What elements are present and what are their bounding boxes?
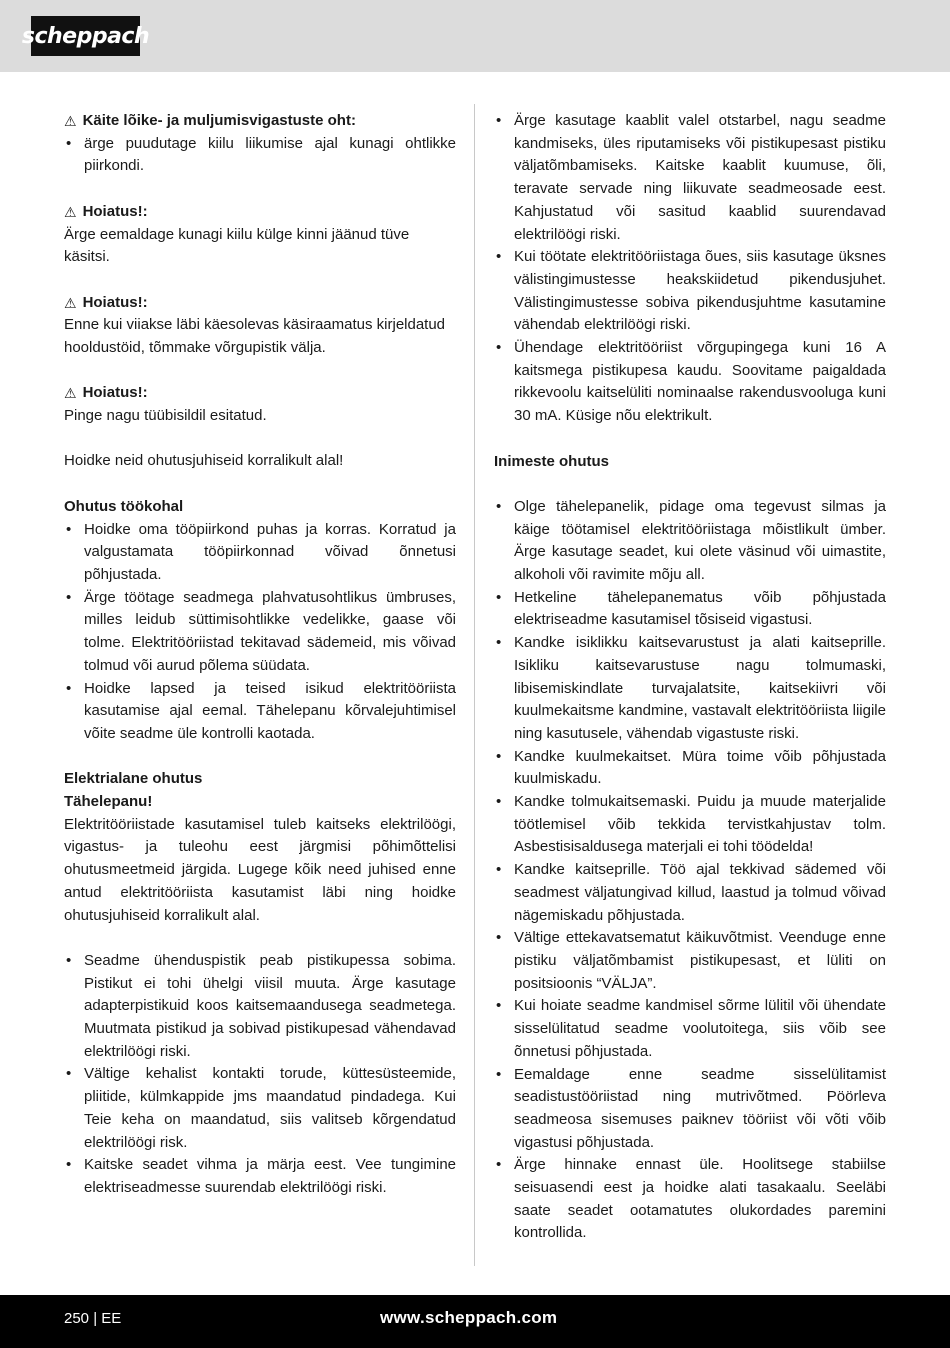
footer-bar [0,1295,950,1348]
electrical-intro-text: Elektritööriistade kasutamisel tuleb kaitseks elektrilöögi, vigastus- ja tuleohu eest järgmisi põhimõttelisi ohutusmeetmeid järgida. Lugege kõik need juhised enne antud elektritööriista kasutamist läbi ning hoidke ohutusjuhiseid korralikult alal. [64,815,456,924]
warning-text: Enne kui viiakse läbi käesolevas käsiraamatus kirjeldatud hooldustöid, tõmmake võrgupistik välja. [64,316,446,356]
brand-logo: scheppach [31,16,140,56]
warning-triangle-icon: ⚠ [64,113,77,129]
keep-instructions-text: Hoidke neid ohutusjuhiseid korralikult alal! [64,452,344,470]
list-item: • Kui töötate elektritööriistaga õues, siis kasutage üksnes välistingimustesse heakskiidetud pikendusjuhet. Välistingimustesse sobiva pikendusjuhtme kasutamine vähendab elektrilöögi riski. [494,246,886,337]
header-bar [0,0,950,72]
list-item: • Vältige kehalist kontakti torude, küttesüsteemide, pliitide, külmkappide jms maandatud pindadega. Kui Teie keha on maandatud, siis valitseb kõrgendatud elektrilöögi risk. [64,1063,456,1154]
list-item: • Kandke kaitseprille. Töö ajal tekkivad sädemed või seadmest väljatungivad killud, laastud ja tolmud võivad nägemiskadu põhjustada. [494,859,886,927]
list-item: • ärge puudutage kiilu liikumise ajal kunagi ohtlikke piirkondi. [64,133,456,178]
list-item: • Seadme ühenduspistik peab pistikupessa sobima. Pistikut ei tohi ühelgi viisil muuta. Ärge kasutage adapterpistikuid koos kaitsemaandusega seadmetega. Muutmata pistikud ja sobivad pistikupesad vähendavad elektrilöögi riski. [64,950,456,1064]
warning-heading-voltage [64,382,456,405]
warning-heading-plug [64,292,456,315]
list-item: • Kandke isiklikku kaitsevarustust ja alati kaitseprille. Isikliku kaitsevarustuse nagu tolmumaski, libisemiskindlate turvajalatsite, kaitsekiivri või kuulmekaitsme kandmine, vastavalt elektritööriista liigile ning kasutusele, vähendab vigastuste riski. [494,632,886,746]
list-item: • Ärge kasutage kaablit valel otstarbel, nagu seadme kandmiseks, üles riputamiseks või pistikupesast pistiku väljatõmbamiseks. Kaitske kaablit kuumuse, õli, teravate servade ning liikuvate seadmeosade eest. Kahjustatud või sasitud kaablid suurendavad elektrilöögi riski. [494,110,886,246]
warning-list [64,133,456,178]
left-column [64,110,456,1200]
warning-triangle-icon: ⚠ [64,294,77,311]
warning-text: Ärge eemaldage kunagi kiilu külge kinni jäänud tüve käsitsi. [64,225,410,266]
list-item: • Ärge töötage seadmega plahvatusohtlikus ümbruses, milles leidub süttimisohtlikke vedelikke, gaase või tolme. Elektritööriistad tekitavad sädemeid, mis võivad tolmud või aurud põlema süüdata. [64,587,456,678]
list-item: • Hoidke lapsed ja teised isikud elektritööriista kasutamise ajal eemal. Tähelepanu kõrvalejuhtimisel võite seadme üle kontrolli kaotada. [64,678,456,746]
list-item: • Olge tähelepanelik, pidage oma tegevust silmas ja käige töötamisel elektritööriistaga mõistlikult ümber. Ärge kasutage seadet, kui olete väsinud või uimastite, alkoholi või ravimite mõju all. [494,496,886,587]
section-subtitle-attention: Tähelepanu! [64,793,153,810]
warning-text: Pinge nagu tüübisildil esitatud. [64,407,267,425]
warning-title: Käite lõike- ja muljumisvigastuste oht: [82,112,356,129]
list-item: • Kandke tolmukaitsemaski. Puidu ja muude materjalide töötlemisel võib tekkida tervistkahjustav tolm. Asbestisisaldusega materjali ei tohi töödelda! [494,791,886,859]
list-item: • Hetkeline tähelepanematus võib põhjustada elektriseadme kasutamisel tõsiseid vigastusi. [494,587,886,632]
website-url: www.scheppach.com [380,1308,558,1327]
warning-heading-cut [64,110,456,133]
list-item: • Hoidke oma tööpiirkond puhas ja korras. Korratud ja valgustamata tööpiirkonnad võivad õnnetusi põhjustada. [64,519,456,587]
warning-title: Hoiatus!: [82,202,148,220]
personal-safety-list [494,496,886,1245]
list-item: • Kaitske seadet vihma ja märja eest. Vee tungimine elektriseadmesse suurendab elektrilöögi riski. [64,1154,456,1199]
list-item: • Kui hoiate seadme kandmisel sõrme lülitil või ühendate sisselülitatud seadme voolutoitega, siis võib see õnnetusi põhjustada. [494,995,886,1063]
warning-triangle-icon: ⚠ [64,203,77,220]
warning-triangle-icon: ⚠ [64,385,77,402]
right-column [494,110,886,1245]
section-title-workplace: Ohutus töökohal [64,497,184,515]
electrical-list [64,950,456,1200]
page-number: 250 | EE [64,1310,122,1327]
warning-heading-stem [64,201,456,224]
column-divider [474,104,475,1266]
list-item: • Kandke kuulmekaitset. Müra toime võib põhjustada kuulmiskadu. [494,746,886,791]
list-item: • Ärge hinnake ennast üle. Hoolitsege stabiilse seisuasendi eest ja hoidke alati tasakaalu. Seeläbi saate seadet ootamatutes olukordades paremini kontrollida. [494,1154,886,1245]
list-item: • Vältige ettekavatsematut käikuvõtmist. Veenduge enne pistiku väljatõmbamist pistikupesast, et lüliti on positsioonis “VÄLJA”. [494,927,886,995]
list-item: • Ühendage elektritööriist võrgupingega kuni 16 A kaitsmega pistikupesa kaudu. Soovitame paigaldada rikkevoolu kaitselüliti nominaalse rakendusvooluga kuni 30 mA. Küsige nõu elektrikult. [494,337,886,428]
warning-title: Hoiatus!: [82,293,148,311]
section-title-personal: Inimeste ohutus [494,452,610,470]
warning-title: Hoiatus!: [82,384,148,402]
section-title-electrical: Elektrialane ohutus [64,770,203,788]
cable-list [494,110,886,428]
list-item: • Eemaldage enne seadme sisselülitamist seadistustööriistad ning mutrivõtmed. Pöörleva seadmeosa sisemuses paiknev tööriist või võti võib vigastusi põhjustada. [494,1064,886,1155]
workplace-list [64,519,456,746]
